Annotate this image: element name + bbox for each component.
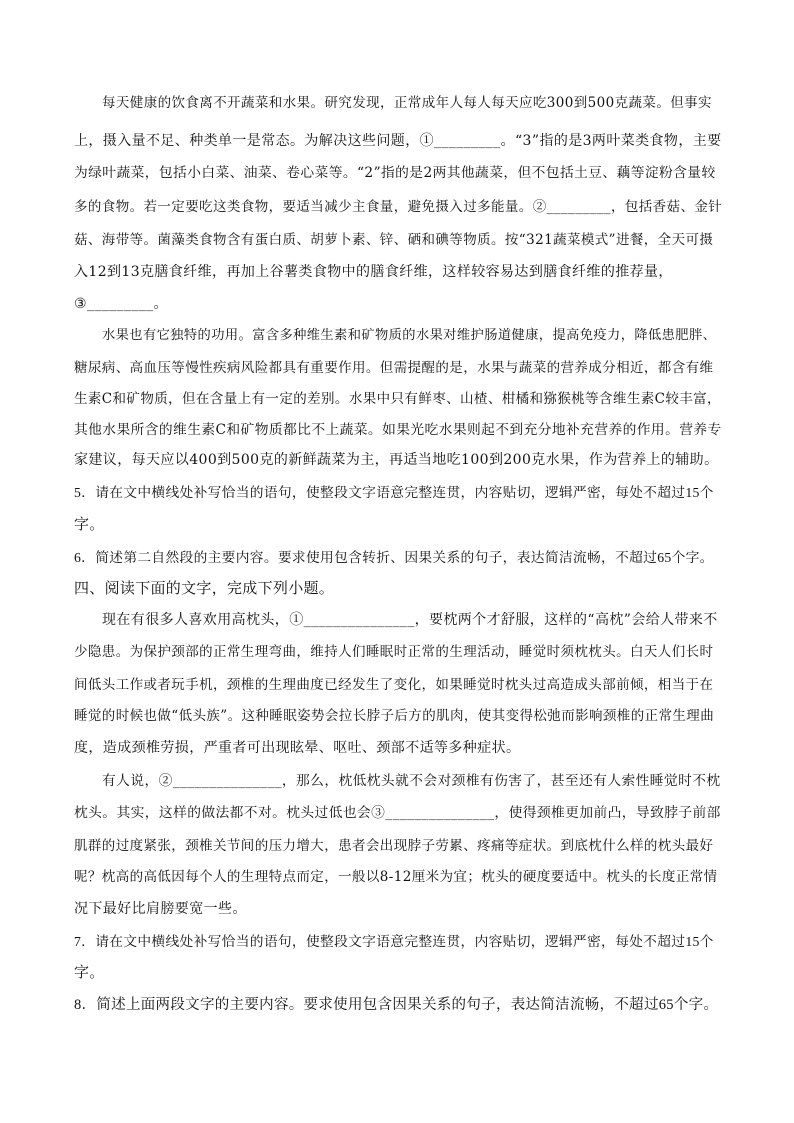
- passage2-line: 其他水果所含的维生素C和矿物质都比不上蔬菜。如果光吃水果则起不到充分地补充营养的作用。营养专: [74, 422, 722, 438]
- question-5-line: 5．请在文中横线处补写恰当的语句，使整段文字语意完整连贯，内容贴切，逻辑严密，每处不超过15个: [74, 485, 714, 500]
- passage3-line: 睡觉的时候也做“低头族”。这种睡眠姿势会拉长脖子后方的肌肉，使其变得松弛而影响颈椎的正常生理曲: [74, 708, 715, 724]
- passage2-line: 家建议，每天应以400到500克的新鲜蔬菜为主，再适当地吃100到200克水果，作为营养上的辅助。: [74, 452, 719, 468]
- passage4-line: 有人说，②_______________，那么，枕低枕头就不会对颈椎有伤害了，甚至还有人索性睡觉时不枕: [102, 773, 721, 789]
- passage2-line: 水果也有它独特的功用。富含多种维生素和矿物质的水果对维护肠道健康，提高免疫力，降低患肥胖、: [102, 328, 717, 343]
- passage4-line: 肌群的过度紧张，颈椎关节间的压力增大，患者会出现脖子劳累、疼痛等症状。到底枕什么样的枕头最好: [74, 838, 714, 854]
- passage3-line: 少隐患。为保护颈部的正常生理弯曲，维持人们睡眠时正常的生理活动，睡觉时须枕枕头。白天人们长时: [74, 644, 714, 660]
- passage3-line: 度，造成颈椎劳损，严重者可出现眩晕、呕吐、颈部不适等多种症状。: [74, 740, 521, 756]
- question-6: 6．简述第二自然段的主要内容。要求使用包含转折、因果关系的句子，表达简洁流畅，不超过65个字。: [74, 550, 714, 565]
- passage3-line: 间低头工作或者玩手机，颈椎的生理曲度已经发生了变化，如果睡觉时枕头过高造成头部前倾，相当于在: [74, 677, 714, 693]
- question-7-line: 7．请在文中横线处补写恰当的语句，使整段文字语意完整连贯，内容贴切，逻辑严密，每处不超过15个: [74, 934, 714, 949]
- passage1-line: 上，摄入量不足、种类单一是常态。为解决这些问题，①_________。“3”指的是3两叶菜类食物，主要: [74, 133, 722, 149]
- passage4-line: 况下最好比肩膀要宽一些。: [74, 901, 247, 917]
- passage4-line: 枕头。其实，这样的做法都不对。枕头过低也会③_______________，使得颈椎更加前凸，导致脖子前部: [74, 805, 721, 821]
- question-5-line: 字。: [74, 517, 105, 533]
- passage1-line: 多的食物。若一定要吃这类食物，要适当减少主食量，避免摄入过多能量。②_________，包括香菇、金针: [74, 199, 723, 215]
- passage3-line: 现在有很多人喜欢用高枕头，①_______________，要枕两个才舒服，这样的“高枕”会给人带来不: [102, 612, 718, 628]
- question-8: 8．简述上面两段文字的主要内容。要求使用包含因果关系的句子，表达简洁流畅，不超过65个字。: [74, 997, 719, 1013]
- passage2-line: 糖尿病、高血压等慢性疾病风险都具有重要作用。但需提醒的是，水果与蔬菜的营养成分相近，都含有维: [74, 360, 714, 376]
- question-7-line: 字。: [74, 965, 105, 981]
- section-heading: 四、阅读下面的文字，完成下列小题。: [74, 581, 335, 597]
- passage4-line: 呢？枕高的高低因每个人的生理特点而定，一般以8-12厘米为宜；枕头的硬度要适中。枕头的长度正常情: [74, 869, 718, 885]
- passage2-line: 生素C和矿物质，但在含量上有一定的差别。水果中只有鲜枣、山楂、柑橘和猕猴桃等含维生素C较丰富，: [74, 391, 721, 407]
- passage1-line: 入12到13克膳食纤维，再加上谷薯类食物中的膳食纤维，这样较容易达到膳食纤维的推荐量，: [74, 264, 673, 280]
- passage1-line: ③_________。: [74, 296, 168, 312]
- passage1-line: 为绿叶蔬菜，包括小白菜、油菜、卷心菜等。“2”指的是2两其他蔬菜，但不包括土豆、藕等淀粉含量较: [74, 165, 716, 181]
- passage1-line: 每天健康的饮食离不开蔬菜和水果。研究发现，正常成年人每人每天应吃300到500克蔬菜。但事实: [102, 95, 712, 111]
- passage1-line: 菇、海带等。菌藻类食物含有蛋白质、胡萝卜素、锌、硒和碘等物质。按“321蔬菜模式”进餐，全天可摄: [74, 232, 714, 248]
